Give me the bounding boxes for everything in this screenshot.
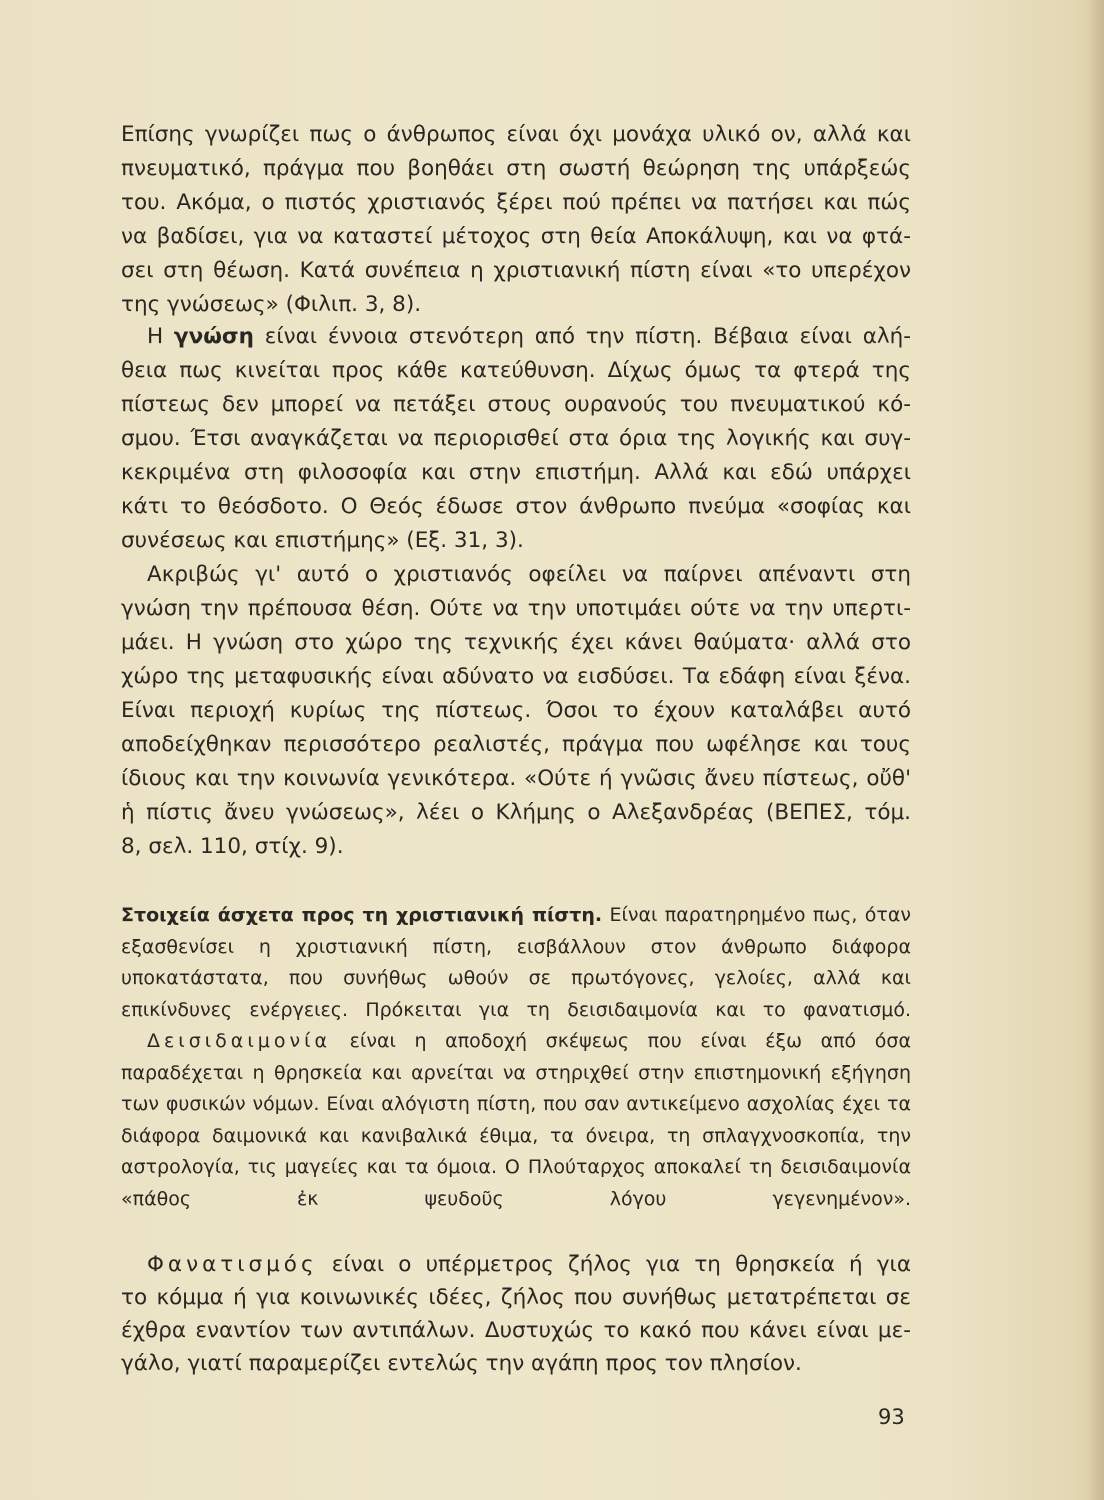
text-line: πνευματικό, πράγμα που βοηθάει στη σωστή θεώρηση της υπάρξεώς	[121, 156, 911, 181]
text-line: πίστεως δεν μπορεί να πετάξει στους ουρανούς του πνευματικού κό-	[121, 392, 911, 417]
text-line: 8, σελ. 110, στίχ. 9).	[121, 834, 344, 859]
text-line: θεια πως κινείται προς κάθε κατεύθυνση. Δίχως όμως τα φτερά της	[121, 358, 911, 383]
text-line	[121, 1030, 911, 1052]
text-line: σει στη θέωση. Κατά συνέπεια η χριστιανική πίστη είναι «το υπερέχον	[121, 258, 911, 283]
paragraph-fanaticism	[121, 1248, 911, 1380]
text-line: τα διάφορα δαιμονικά και κανιβαλικά έθιμα, τα όνειρα, τη σπλαγχνοσκοπία, την	[121, 1093, 911, 1147]
text-line: έχθρα εναντίον των αντιπάλων. Δυστυχώς το κακό που κάνει είναι με-	[121, 1318, 911, 1343]
text-line: όταν εξασθενίσει η χριστιανική πίστη, εισβάλλουν στον άνθρωπο διάφορα	[121, 904, 911, 958]
paragraph-knowledge	[121, 320, 911, 558]
text-line: κάτι το θεόσδοτο. Ο Θεός έδωσε στον άνθρωπο πνεύμα «σοφίας και	[121, 494, 911, 519]
text-line: το κόμμα ή για κοινωνικές ιδέες, ζήλος που συνήθως μετατρέπεται σε	[121, 1285, 911, 1310]
text-line: σμου. Έτσι αναγκάζεται να περιορισθεί στα όρια της λογικής και συγ-	[121, 426, 911, 451]
paragraph-christian-stance	[121, 558, 911, 864]
text-line: επικίνδυνες ενέργειες. Πρόκειται για τη δεισιδαιμονία και το φανατισμό.	[121, 998, 911, 1021]
text-line: συνέσεως και επιστήμης» (Εξ. 31, 3).	[121, 528, 524, 553]
text-line: «πάθος ἐκ ψευδοῦς λόγου γεγενημένον».	[121, 1187, 911, 1210]
text-run: είναι ο υπέρμετρος ζήλος για τη θρησκεία ή για	[317, 1252, 911, 1277]
text-run: Η	[147, 324, 174, 349]
text-line: υποκατάστατα, που συνήθως ωθούν σε πρωτόγονες, γελοίες, αλλά και	[121, 967, 911, 989]
paragraph-faith-and-knowledge	[121, 118, 911, 322]
page-edge-shadow	[1088, 0, 1104, 1500]
term-fanaticism: Φανατισμός	[147, 1252, 318, 1277]
text-line: Επίσης γνωρίζει πως ο άνθρωπος είναι όχι μονάχα υλικό ον, αλλά και	[121, 122, 911, 147]
text-line: της γνώσεως» (Φιλιπ. 3, 8).	[121, 292, 422, 317]
text-line: μάει. Η γνώση στο χώρο της τεχνικής έχει κάνει θαύματα· αλλά στο	[121, 630, 911, 655]
text-line: γνώση την πρέπουσα θέση. Ούτε να την υποτιμάει ούτε να την υπερτι-	[121, 596, 911, 621]
text-run: είναι η αποδοχή σκέψεως που είναι έξω από όσα	[331, 1030, 911, 1052]
paragraph-unrelated-elements	[121, 900, 911, 1026]
text-line: ίδιους και την κοινωνία γενικότερα. «Ούτε ή γνῶσις ἄνευ πίστεως, οὔθ'	[121, 766, 911, 791]
text-line: Ακριβώς γι' αυτό ο χριστιανός οφείλει να παίρνει απέναντι στη	[147, 562, 911, 587]
text-line: ἡ πίστις ἄνευ γνώσεως», λέει ο Κλήμης ο Αλεξανδρέας (ΒΕΠΕΣ, τόμ.	[121, 800, 911, 825]
text-line: αποδείχθηκαν περισσότερο ρεαλιστές, πράγμα που ωφέλησε και τους	[121, 732, 911, 757]
paragraph-superstition	[121, 1026, 911, 1215]
text-line: παραδέχεται η θρησκεία και αρνείται να στηριχθεί στην επιστημονική εξήγηση	[121, 1061, 911, 1084]
text-line: των φυσικών νόμων. Είναι αλόγιστη πίστη, που σαν αντικείμενο ασχολίας έχει	[121, 1093, 881, 1115]
text-line: του. Ακόμα, ο πιστός χριστιανός ξέρει πού πρέπει να πατήσει και πώς	[121, 190, 911, 215]
text-line: Είναι περιοχή κυρίως της πίστεως. Όσοι το έχουν καταλάβει αυτό	[121, 698, 911, 723]
text-line: χώρο της μεταφυσικής είναι αδύνατο να εισδύσει. Τα εδάφη είναι ξένα.	[121, 664, 911, 689]
text-line	[121, 1248, 911, 1281]
text-line: αστρολογία, τις μαγείες και τα όμοια. Ο Πλούταρχος αποκαλεί τη δεισιδαιμονία	[121, 1156, 911, 1178]
text-run: είναι έννοια στενότερη από την πίστη. Βέβαια είναι αλή-	[253, 324, 911, 349]
section-heading: Στοιχεία άσχετα προς τη χριστιανική πίστη.	[121, 904, 603, 926]
text-line	[121, 904, 857, 926]
text-run: Είναι παρατηρημένο πως,	[602, 904, 858, 926]
text-line: κεκριμένα στη φιλοσοφία και στην επιστήμη. Αλλά και εδώ υπάρχει	[121, 460, 911, 485]
text-line: γάλο, γιατί παραμερίζει εντελώς την αγάπη προς τον πλησίον.	[121, 1351, 802, 1376]
term-knowledge: γνώση	[173, 324, 254, 349]
text-line: να βαδίσει, για να καταστεί μέτοχος στη θεία Αποκάλυψη, και να φτά-	[121, 224, 911, 249]
term-superstition: Δεισιδαιμονία	[147, 1030, 332, 1052]
page-number: 93	[878, 1405, 905, 1429]
text-line	[121, 320, 911, 354]
